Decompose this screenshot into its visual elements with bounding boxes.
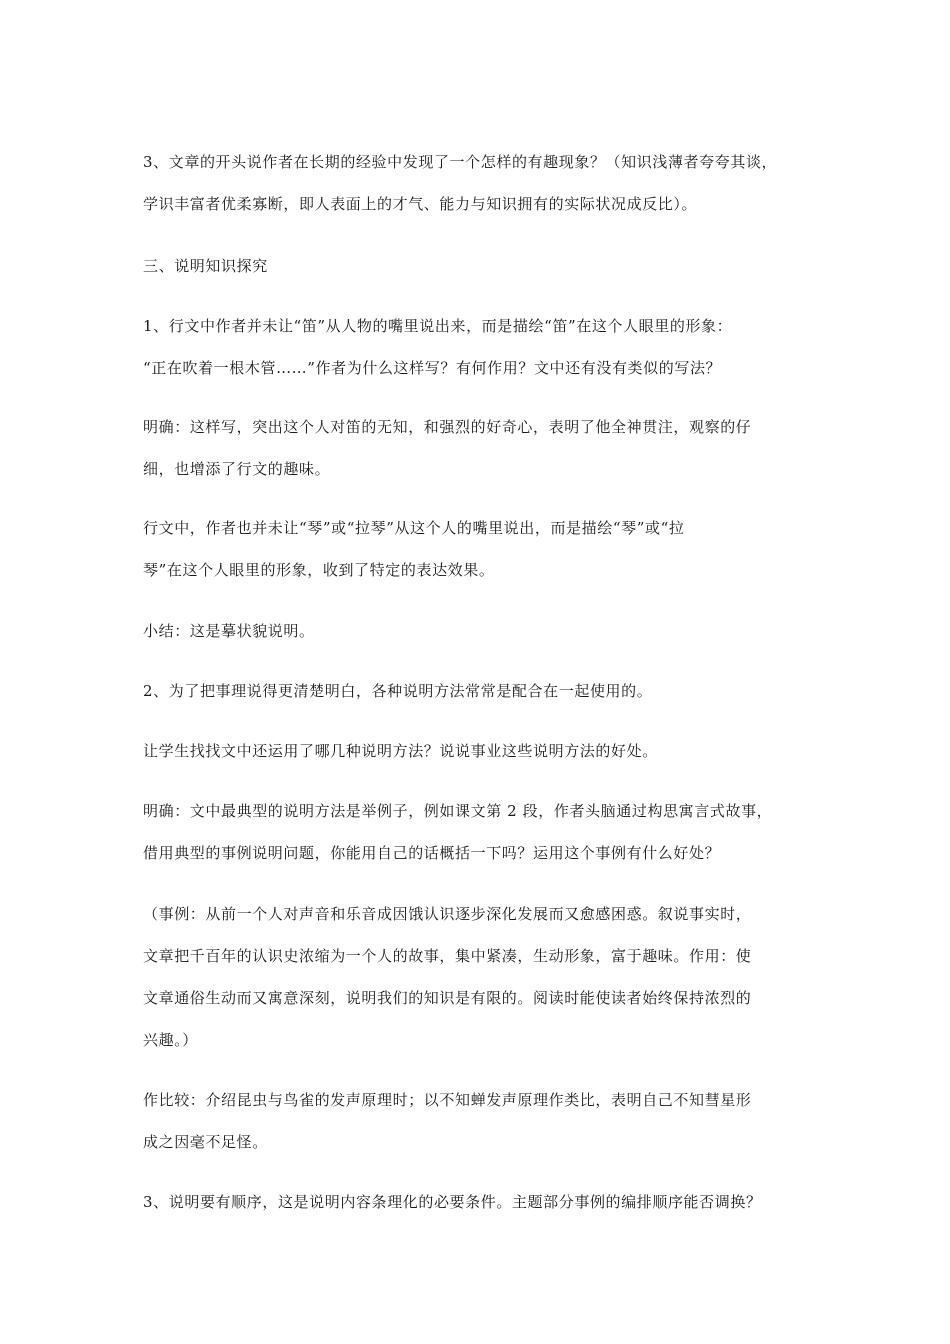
text-line: “正在吹着一根木管……”作者为什么这样写？有何作用？文中还有没有类似的写法？ <box>143 359 722 377</box>
text-line: 3、文章的开头说作者在长期的经验中发现了一个怎样的有趣现象？（知识浅薄者夸夸其谈， <box>143 153 778 171</box>
text-line: 细，也增添了行文的趣味。 <box>143 460 331 478</box>
text-line: 作比较：介绍昆虫与鸟雀的发声原理时；以不知蝉发声原理作类比，表明自己不知彗星形 <box>143 1091 752 1109</box>
text-line: 文章把千百年的认识史浓缩为一个人的故事，集中紧凑，生动形象，富于趣味。作用：使 <box>143 947 752 965</box>
paragraph-item-1-question <box>143 305 815 389</box>
text-line: 成之因毫不足怪。 <box>143 1133 268 1151</box>
text-line: 行文中，作者也并未让“琴”或“拉琴”从这个人的嘴里说出，而是描绘“琴”或“拉 <box>143 519 685 537</box>
text-line: 明确：这样写，突出这个人对笛的无知，和强烈的好奇心，表明了他全神贯注，观察的仔 <box>143 418 752 436</box>
text-line: 文章通俗生动而又寓意深刻，说明我们的知识是有限的。阅读时能使读者始终保持浓烈的 <box>143 989 752 1007</box>
text-line: 3、说明要有顺序，这是说明内容条理化的必要条件。主题部分事例的编排顺序能否调换？ <box>143 1193 762 1211</box>
paragraph-q3-opening <box>143 141 815 225</box>
paragraph-item-2-answer <box>143 790 815 874</box>
paragraph-item-1-answer <box>143 406 815 490</box>
text-line: 三、说明知识探究 <box>143 257 268 275</box>
text-line: 2、为了把事理说得更清楚明白，各种说明方法常常是配合在一起使用的。 <box>143 682 653 700</box>
paragraph-item-2-comparison <box>143 1079 815 1163</box>
paragraph-item-1-summary <box>143 610 815 652</box>
text-line: （事例：从前一个人对声音和乐音成因饿认识逐步深化发展而又愈感困惑。叙说事实时， <box>143 905 752 923</box>
text-line: 小结：这是摹状貌说明。 <box>143 622 315 640</box>
text-line: 借用典型的事例说明问题，你能用自己的话概括一下吗？运用这个事例有什么好处？ <box>143 844 721 862</box>
text-line: 琴”在这个人眼里的形象，收到了特定的表达效果。 <box>143 561 495 579</box>
paragraph-item-1-example <box>143 507 815 591</box>
text-line: 1、行文中作者并未让“笛”从人物的嘴里说出来，而是描绘“笛”在这个人眼里的形象： <box>143 317 733 335</box>
text-line: 学识丰富者优柔寡断，即人表面上的才气、能力与知识拥有的实际状况成反比）。 <box>143 195 698 213</box>
paragraph-item-2-task <box>143 730 815 772</box>
text-line: 明确：文中最典型的说明方法是举例子，例如课文第 2 段，作者头脑通过构思寓言式故事， <box>143 802 773 820</box>
section-heading <box>143 245 815 287</box>
paragraph-item-2-example <box>143 893 815 1061</box>
text-line: 让学生找找文中还运用了哪几种说明方法？说说事业这些说明方法的好处。 <box>143 742 658 760</box>
text-line: 兴趣。） <box>143 1031 198 1049</box>
paragraph-item-2-intro <box>143 670 815 712</box>
paragraph-item-3-question <box>143 1181 815 1223</box>
